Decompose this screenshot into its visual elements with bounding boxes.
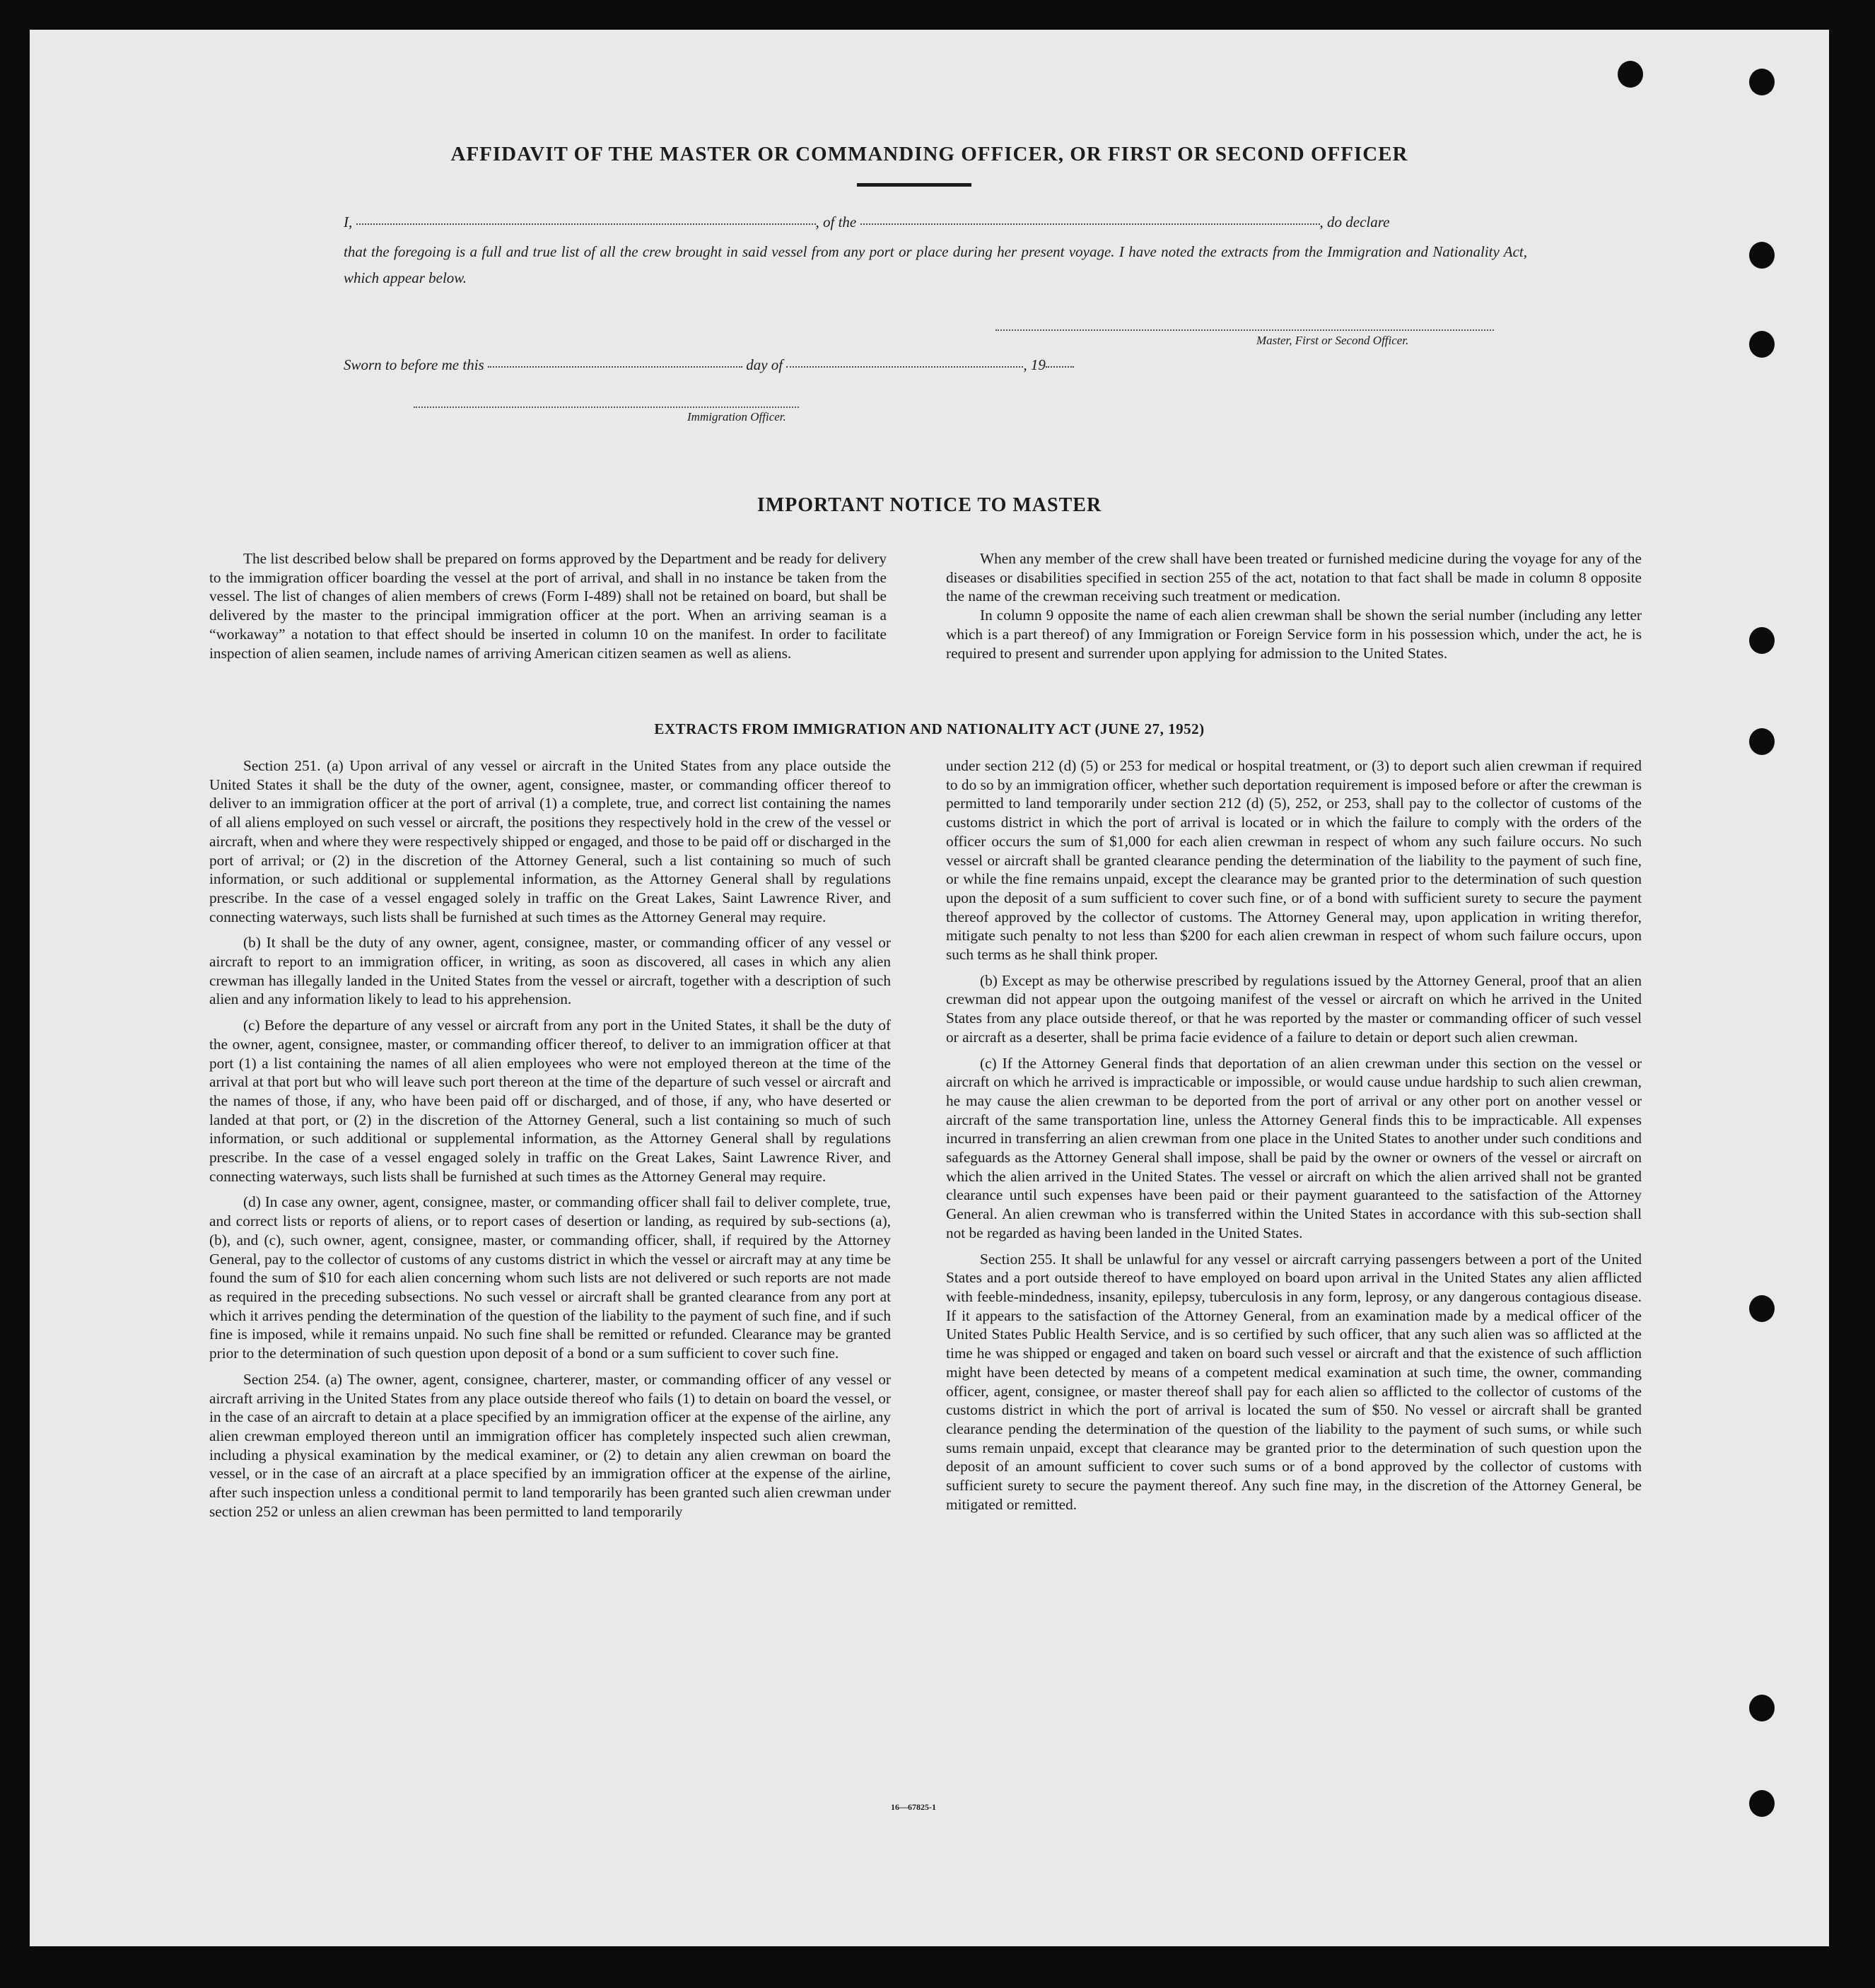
declarant-name-field[interactable]: [356, 223, 816, 225]
of-the-label: , of the: [815, 214, 857, 230]
notice-right-paragraph-1: When any member of the crew shall have been treated or furnished medicine during the voyage for any of the diseases or disabilities specified in section 255 of the act, notation to that fact shall be made in column 8 opposite the name of the crewman receiving such treatment or medication.: [946, 550, 1642, 605]
notice-right-column: [946, 549, 1642, 670]
master-signature-caption: Master, First or Second Officer.: [1256, 334, 1409, 347]
punch-hole: [1749, 1695, 1775, 1721]
immigration-officer-signature-field[interactable]: [414, 406, 799, 408]
master-signature-field[interactable]: [995, 329, 1494, 331]
day-of-label: day of: [746, 356, 783, 373]
punch-hole: [1749, 331, 1775, 358]
declaration-text: that the foregoing is a full and true list of all the crew brought in said vessel from any port or place during her present voyage. I have noted the extracts from the Immigration and Nationality Act, which appear below.: [344, 243, 1527, 286]
section-251b: (b) It shall be the duty of any owner, agent, consignee, master, or commanding officer of any vessel or aircraft to report to an immigration officer, in writing, as soon as discovered, all cases in which any alien crewman has illegally landed in the United States from the vessel or aircraft, together with a description of such alien and any information likely to lead to his apprehension.: [209, 934, 891, 1008]
section-255: Section 255. It shall be unlawful for any vessel or aircraft carrying passengers between a port of the United States and a port outside thereof to have employed on board upon arrival in the United States any alien afflicted with feeble-mindedness, insanity, epilepsy, tuberculosis in any form, leprosy, or any dangerous contagious disease. If it appears to the satisfaction of the Attorney General, from an examination made by a medical officer of the United States Public Health Service, and is so certified by such officer, that any such alien was so afflicted at the time he was shipped or engaged and taken on board such vessel or aircraft and that the existence of such affliction might have been detected by means of a competent medical examination at such time, the owner, commanding officer, agent, consignee, or master thereof shall pay for each alien so afflicted to the collector of customs of the customs district in which the port of arrival is located the sum of $50. No vessel or aircraft shall be granted clearance pending the determination of the question of the liability to the payment of such sums, or while such sums remain unpaid, except that clearance may be granted prior to the determination of such question upon the deposit of an amount sufficient to cover such sums or of a bond approved by the collector of customs with sufficient surety to secure the payment thereof. Any such fine may, in the discretion of the Attorney General, be mitigated or remitted.: [946, 1250, 1642, 1513]
section-251c: (c) Before the departure of any vessel or aircraft from any port in the United States, it shall be the duty of the owner, agent, consignee, master, or commanding officer thereof, to deliver to an immigration officer at that port (1) a list containing the names of all alien employees who were not employed thereon at the time of the arrival at that port but who will leave such port thereon at the time of the departure of such vessel or aircraft and the names of those, if any, who have been paid off or discharged, and of those, if any, who have deserted or landed at that port, or (2) in the discretion of the Attorney General, such a list containing so much of such information, or such additional or supplemental information, as the Attorney General shall by regulations prescribe. In the case of a vessel engaged solely in traffic on the Great Lakes, Saint Lawrence River, and connecting waterways, such lists shall be furnished at such times as the Attorney General may require.: [209, 1017, 891, 1185]
sworn-day-field[interactable]: [488, 366, 742, 368]
section-251d: (d) In case any owner, agent, consignee, master, or commanding officer shall fail to deliver complete, true, and correct lists or reports of aliens, or to report cases of desertion or landing, as required by sub-sections (a), (b), and (c), such owner, agent, consignee, master, or commanding officer, shall, if required by the Attorney General, pay to the collector of customs of any customs district in which the vessel or aircraft may at any time be found the sum of $10 for each alien concerning whom such lists are not delivered or such reports are not made as required in the preceding subsections. No such vessel or aircraft shall be granted clearance from any port at which it arrives pending the determination of the question of the liability to the payment of such fine, and if such fine is imposed, while it remains unpaid. No such fine shall be remitted or refunded. Clearance may be granted prior to the determination of such question upon deposit of a bond or a sum sufficient to cover such fine.: [209, 1193, 891, 1362]
form-code: 16—67825-1: [891, 1802, 936, 1812]
punch-hole: [1749, 69, 1775, 95]
title-rule: [857, 183, 971, 187]
punch-hole: [1618, 61, 1643, 88]
sworn-year-field[interactable]: [1046, 366, 1074, 368]
notice-heading: IMPORTANT NOTICE TO MASTER: [757, 494, 1102, 516]
punch-hole: [1749, 1790, 1775, 1817]
sworn-line: [344, 356, 1074, 374]
punch-hole: [1749, 627, 1775, 654]
year-prefix: , 19: [1023, 356, 1046, 373]
document-page: [30, 30, 1829, 1946]
i-label: I,: [344, 214, 353, 230]
notice-left-column: [209, 549, 887, 670]
extracts-right-column: [946, 756, 1642, 1521]
notice-left-paragraph: The list described below shall be prepared on forms approved by the Department and be ready for delivery to the immigration officer boarding the vessel at the port of arrival, and shall in no instance be taken from the vessel. The list of changes of alien members of crews (Form I-489) shall not be retained on board, but shall be delivered by the master to the principal immigration officer at the port. When an arriving seaman is a “workaway” a notation to that effect should be inserted in column 10 on the manifest. In order to facilitate inspection of alien seamen, include names of arriving American citizen seamen as well as aliens.: [209, 550, 887, 662]
section-254c: (c) If the Attorney General finds that deportation of an alien crewman under this section on the vessel or aircraft on which he arrived is impracticable or impossible, or would cause undue hardship to such alien crewman, he may cause the alien crewman to be deported from the port of arrival or any other port on another vessel or aircraft of the same transportation line, unless the Attorney General finds this to be impracticable. All expenses incurred in transferring an alien crewman from one place in the United States to another under such conditions and safeguards as the Attorney General shall impose, shall be paid by the owner or owners of the vessel or aircraft on which the alien arrived in the United States. The vessel or aircraft on which the alien arrived shall not be granted clearance until such expenses have been paid or their payment guaranteed to the satisfaction of the Attorney General. An alien crewman who is transferred within the United States in accordance with this sub-section shall not be regarded as having been landed in the United States.: [946, 1054, 1642, 1241]
section-254a-continued: under section 212 (d) (5) or 253 for medical or hospital treatment, or (3) to deport such alien crewman if required to do so by an immigration officer, whether such deportation requirement is imposed before or after the crewman is permitted to land temporarily under section 212 (d) (5), 252, or 253, shall pay to the collector of customs of the customs district in which the port of arrival is located or in which the failure to comply with the orders of the officer occurs the sum of $1,000 for each alien crewman in respect of whom any such failure occurs. No such vessel or aircraft shall be granted clearance pending the determination of the liability to the payment of such fine, or while the fine remains unpaid, except the clearance may be granted prior to the determination of such question upon the deposit of a sum sufficient to cover such fine, or of a bond with sufficient surety to secure the payment thereof approved by the collector of customs. The Attorney General may, upon application in writing therefor, mitigate such penalty to not less than $200 for each alien crewman in respect of whom such failure occurs, upon such terms as he shall think proper.: [946, 757, 1642, 964]
notice-right-paragraph-2: In column 9 opposite the name of each alien crewman shall be shown the serial number (including any letter which is a part thereof) of any Immigration or Foreign Service form in his possession which, under the act, he is required to present and surrender upon applying for admission to the United States.: [946, 607, 1642, 662]
extracts-heading: EXTRACTS FROM IMMIGRATION AND NATIONALITY ACT (JUNE 27, 1952): [654, 720, 1205, 737]
section-251a: Section 251. (a) Upon arrival of any vessel or aircraft in the United States from any place outside the United States it shall be the duty of the owner, agent, consignee, master, or commanding officer thereof to deliver to an immigration officer at the port of arrival (1) a complete, true, and correct list containing the names of all aliens employed on such vessel or aircraft, the positions they respectively hold in the crew of the vessel or aircraft, when and where they were respectively shipped or engaged, and those to be paid off or discharged in the port of arrival; or (2) in the discretion of the Attorney General, such a list containing so much of such information, or such additional or supplemental information, as the Attorney General shall by regulations prescribe. In the case of a vessel engaged solely in traffic on the Great Lakes, Saint Lawrence River, and connecting waterways, such lists shall be furnished at such times as the Attorney General may require.: [209, 757, 891, 925]
vessel-name-field[interactable]: [860, 223, 1320, 225]
section-254a: Section 254. (a) The owner, agent, consignee, charterer, master, or commanding officer of any vessel or aircraft arriving in the United States from any place outside thereof who fails (1) to detain on board the vessel, or in the case of an aircraft to detain at a place specified by an immigration officer at the expense of the airline, any alien crewman employed thereon until an immigration officer has completely inspected such alien crewman, including a physical examination by the medical examiner, or (2) to detain any alien crewman on board the vessel, or in the case of an aircraft at a place specified by an immigration officer at the expense of the airline, after such inspection unless a conditional permit to land temporarily has been granted such alien crewman under section 252 or unless an alien crewman has been permitted to land temporarily: [209, 1370, 891, 1520]
declarant-line: [344, 214, 1531, 231]
sworn-month-field[interactable]: [786, 366, 1023, 368]
extracts-left-column: [209, 756, 891, 1528]
section-254b: (b) Except as may be otherwise prescribed by regulations issued by the Attorney General, proof that an alien crewman did not appear upon the outgoing manifest of the vessel or aircraft on which he arrived in the United States from any place outside thereof, or that he was reported by the master or commanding officer of such vessel or aircraft as a deserter, shall be prima facie evidence of a failure to detain or deport such alien crewman.: [946, 971, 1642, 1046]
immigration-officer-caption: Immigration Officer.: [687, 410, 786, 423]
punch-hole: [1749, 1295, 1775, 1322]
sworn-label: Sworn to before me this: [344, 356, 484, 373]
affidavit-title: AFFIDAVIT OF THE MASTER OR COMMANDING OFFICER, OR FIRST OR SECOND OFFICER: [450, 143, 1408, 165]
punch-hole: [1749, 242, 1775, 269]
do-declare-label: , do declare: [1319, 214, 1390, 230]
